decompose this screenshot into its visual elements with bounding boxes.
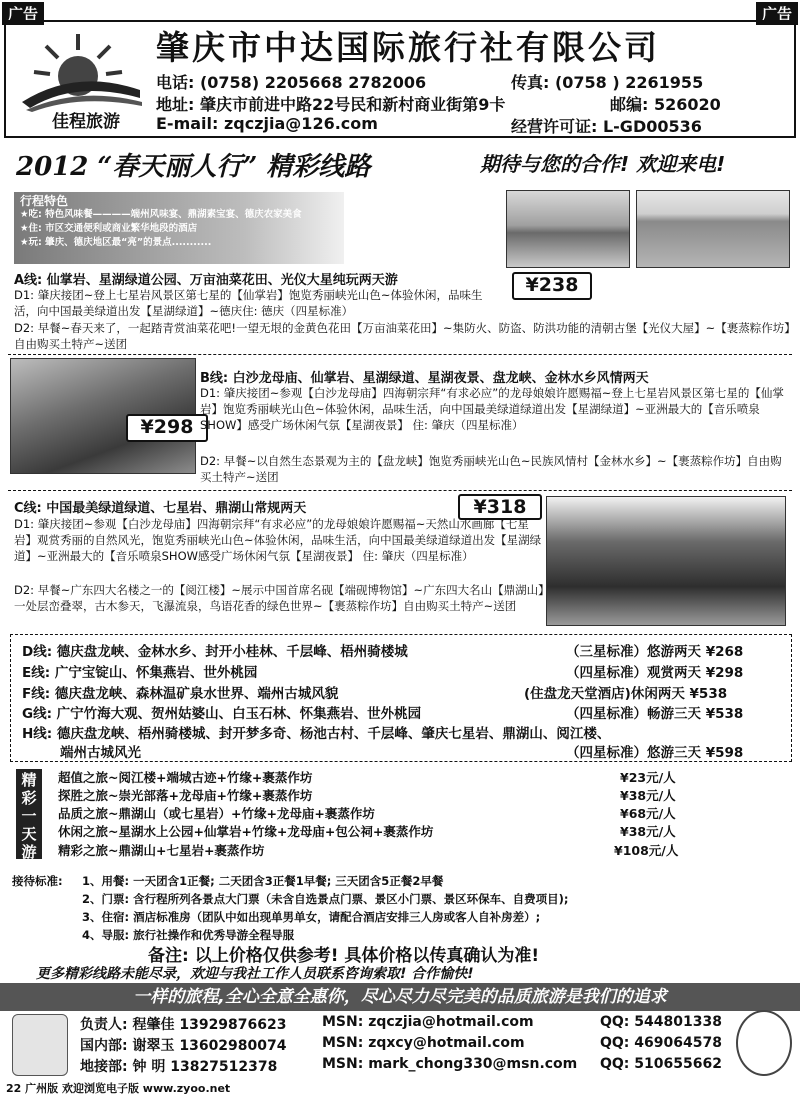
- price-note: 备注: 以上价格仅供参考! 具体价格以传真确认为准!: [148, 946, 540, 966]
- divider: [8, 354, 792, 355]
- contact-msn: MSN: zqczjia@hotmail.com: [322, 1014, 534, 1030]
- photo-flower-field: [636, 190, 790, 268]
- day-tours-label-text: 精彩一天游: [21, 771, 37, 861]
- quality-seal-icon: [736, 1010, 792, 1076]
- features-title: 行程特色: [20, 194, 69, 208]
- route-e: E线: 广宁宝锭山、怀集燕岩、世外桃园: [22, 665, 258, 681]
- photo-bridge: [546, 496, 786, 626]
- company-postcode: 邮编: 526020: [610, 95, 721, 114]
- photo-lake: [506, 190, 630, 268]
- route-a-day2: D2: 早餐~春天来了，一起踏青赏油菜花吧!一望无垠的金黄色花田【万亩油菜花田】~集防火、防盗、防洪功能的清朝古堡【光仪大屋】~【裹蒸粽作坊】自由购买土特产~送团: [14, 321, 790, 351]
- logo-label: 佳程旅游: [52, 112, 120, 132]
- day-tour-price: ¥38元/人: [620, 824, 676, 839]
- standard-item: 4、导服: 旅行社操作和优秀导游全程导服: [82, 928, 295, 942]
- route-a-title: A线: 仙掌岩、星湖绿道公园、万亩油菜花田、光仪大星纯玩两天游: [14, 273, 398, 288]
- contact-msn: MSN: zqxcy@hotmail.com: [322, 1035, 525, 1051]
- day-tour-item: 精彩之旅~鼎湖山+七星岩+裹蒸作坊: [58, 843, 265, 858]
- more-routes-note: 更多精彩线路未能尽录，欢迎与我社工作人员联系咨询索取! 合作愉快!: [36, 966, 474, 982]
- contact-msn: MSN: mark_chong330@msn.com: [322, 1056, 578, 1072]
- route-c-title: C线: 中国最美绿道绿道、七星岩、鼎湖山常规两天: [14, 501, 307, 516]
- company-logo: [16, 28, 146, 132]
- route-h: H线: 德庆盘龙峡、梧州骑楼城、封开梦多奇、杨池古村、千层峰、肇庆七星岩、鼎湖山、阅江楼、: [22, 726, 611, 742]
- day-tour-price: ¥68元/人: [620, 806, 676, 821]
- standard-item: 3、住宿: 酒店标准房（团队中如出现单男单女，请配合酒店安排三人房或客人自补房差）;: [82, 910, 541, 924]
- company-email: E-mail: zqczjia@126.com: [156, 114, 378, 133]
- ad-tag-right: 广告: [756, 2, 798, 25]
- contact-logo-icon: [12, 1014, 68, 1076]
- standard-item: 2、门票: 含行程所列各景点大门票（未含自选景点门票、景区小门票、景区环保车、自费项目);: [82, 892, 569, 906]
- route-d-std: （三星标准）悠游两天 ¥268: [566, 644, 744, 660]
- route-d: D线: 德庆盘龙峡、金林水乡、封开小桂林、千层峰、梧州骑楼城: [22, 644, 408, 660]
- day-tour-item: 休闲之旅~星湖水上公园+仙掌岩+竹缘+龙母庙+包公祠+裹蒸作坊: [58, 824, 434, 839]
- standards-label: 接待标准:: [12, 874, 63, 888]
- company-fax: 传真: (0758 ) 2261955: [511, 73, 704, 92]
- route-f-std: (住盘龙天堂酒店)休闲两天 ¥538: [524, 686, 728, 702]
- route-b-price: ¥298: [126, 414, 208, 442]
- day-tour-price: ¥23元/人: [620, 770, 676, 785]
- contact-role: 地接部: 钟 明 13827512378: [80, 1059, 278, 1075]
- company-name: 肇庆市中达国际旅行社有限公司: [156, 28, 660, 67]
- day-tour-item: 品质之旅~鼎湖山（或七星岩）+竹缘+龙母庙+裹蒸作坊: [58, 806, 375, 821]
- company-tel: 电话: (0758) 2205668 2782006: [156, 73, 427, 92]
- day-tour-price: ¥38元/人: [620, 788, 676, 803]
- slogan-bar: 一样的旅程,全心全意全惠你，尽心尽力尽完美的品质旅游是我们的追求: [0, 983, 800, 1011]
- company-header: [4, 20, 796, 138]
- features-box: [14, 192, 344, 264]
- contact-qq: QQ: 469064578: [600, 1035, 722, 1051]
- route-b-day2: D2: 早餐~以自然生态景观为主的【盘龙峡】饱览秀丽峡光山色~民族风情村【金林水乡】~【裹蒸粽作坊】自由购买土特产~送团: [200, 454, 782, 484]
- route-b-title: B线: 白沙龙母庙、仙掌岩、星湖绿道、星湖夜景、盘龙峡、金林水乡风情两天: [200, 371, 649, 386]
- route-g: G线: 广宁竹海大观、贺州姑婆山、白玉石林、怀集燕岩、世外桃园: [22, 706, 422, 722]
- company-license: 经营许可证: L-GD00536: [511, 117, 702, 136]
- banner: [4, 140, 796, 188]
- day-tour-price: ¥108元/人: [614, 843, 679, 858]
- day-tour-item: 探胜之旅~崇光部落+龙母庙+竹缘+裹蒸作坊: [58, 788, 313, 803]
- route-e-std: （四星标准）观赏两天 ¥298: [566, 665, 744, 681]
- day-tour-item: 超值之旅~阅江楼+端城古迹+竹缘+裹蒸作坊: [58, 770, 313, 785]
- route-h-std: （四星标准）悠游三天 ¥598: [566, 745, 744, 761]
- standard-item: 1、用餐: 一天团含1正餐; 二天团含3正餐1早餐; 三天团含5正餐2早餐: [82, 874, 444, 888]
- contact-qq: QQ: 510655662: [600, 1056, 722, 1072]
- route-c-price: ¥318: [458, 494, 542, 520]
- banner-slogan: 期待与您的合作! 欢迎来电!: [480, 152, 726, 176]
- route-g-std: （四星标准）畅游三天 ¥538: [566, 706, 744, 722]
- page-footer: 22 广州版 欢迎浏览电子版 www.zyoo.net: [6, 1082, 231, 1095]
- route-c-day1: D1: 肇庆接团~参观【白沙龙母庙】四海朝宗拜“有求必应”的龙母娘娘许愿赐福~天然山水画廊【七星岩】观赏秀丽的自然风光，饱览秀丽峡光山色~体验休闲，品味生活，向中国最美绿道绿道出发【星湖绿道】~亚洲最大的【音乐喷泉SHOW感受广场休闲气氛【星湖夜景】 住: 肇庆（四星标准）: [14, 517, 542, 563]
- contact-role: 国内部: 谢翠玉 13602980074: [80, 1038, 287, 1054]
- route-f: F线: 德庆盘龙峡、森林温矿泉水世界、端州古城风貌: [22, 686, 339, 702]
- route-b-day1: D1: 肇庆接团~参观【白沙龙母庙】四海朝宗拜“有求必应”的龙母娘娘许愿赐福~登上七星岩风景区第七星的【仙掌岩】饱览秀丽峡光山色~体验休闲，品味生活，向中国最美绿道绿道出发【星湖绿道】~亚洲最大的【音乐喷泉SHOW】感受广场休闲气氛【星湖夜景】 住: 肇庆（四星标准）: [200, 386, 784, 432]
- feature-item: ★玩: 肇庆、德庆地区最“亮”的景点...........: [20, 237, 212, 248]
- route-h-cont: 端州古城风光: [60, 745, 141, 761]
- feature-item: ★吃: 特色风味餐————端州风味宴、鼎湖素宝宴、德庆农家美食: [20, 209, 302, 220]
- company-address: 地址: 肇庆市前进中路22号民和新村商业街第9卡: [156, 95, 506, 114]
- banner-title: 2012 “春天丽人行” 精彩线路: [16, 152, 371, 182]
- contact-role: 负责人: 程肇佳 13929876623: [80, 1017, 287, 1033]
- divider: [8, 490, 792, 491]
- ad-tag-left: 广告: [2, 2, 44, 25]
- feature-item: ★住: 市区交通便利或商业繁华地段的酒店: [20, 223, 198, 234]
- route-c-day2: D2: 早餐~广东四大名楼之一的【阅江楼】~展示中国首席名砚【端砚博物馆】~广东四大名山【鼎湖山】一处层峦叠翠，古木参天，飞瀑流泉，鸟语花香的绿色世界~【裹蒸粽作坊】自由购买土特产~送团: [14, 583, 544, 613]
- sun-logo-icon: [16, 28, 146, 112]
- route-a-day1: D1: 肇庆接团~登上七星岩风景区第七星的【仙掌岩】饱览秀丽峡光山色~体验休闲，品味生活，向中国最美绿道出发【星湖绿道】~德庆住: 德庆（四星标准）: [14, 288, 483, 318]
- day-tours-label: [16, 769, 42, 859]
- contact-qq: QQ: 544801338: [600, 1014, 722, 1030]
- route-a-price: ¥238: [512, 272, 592, 300]
